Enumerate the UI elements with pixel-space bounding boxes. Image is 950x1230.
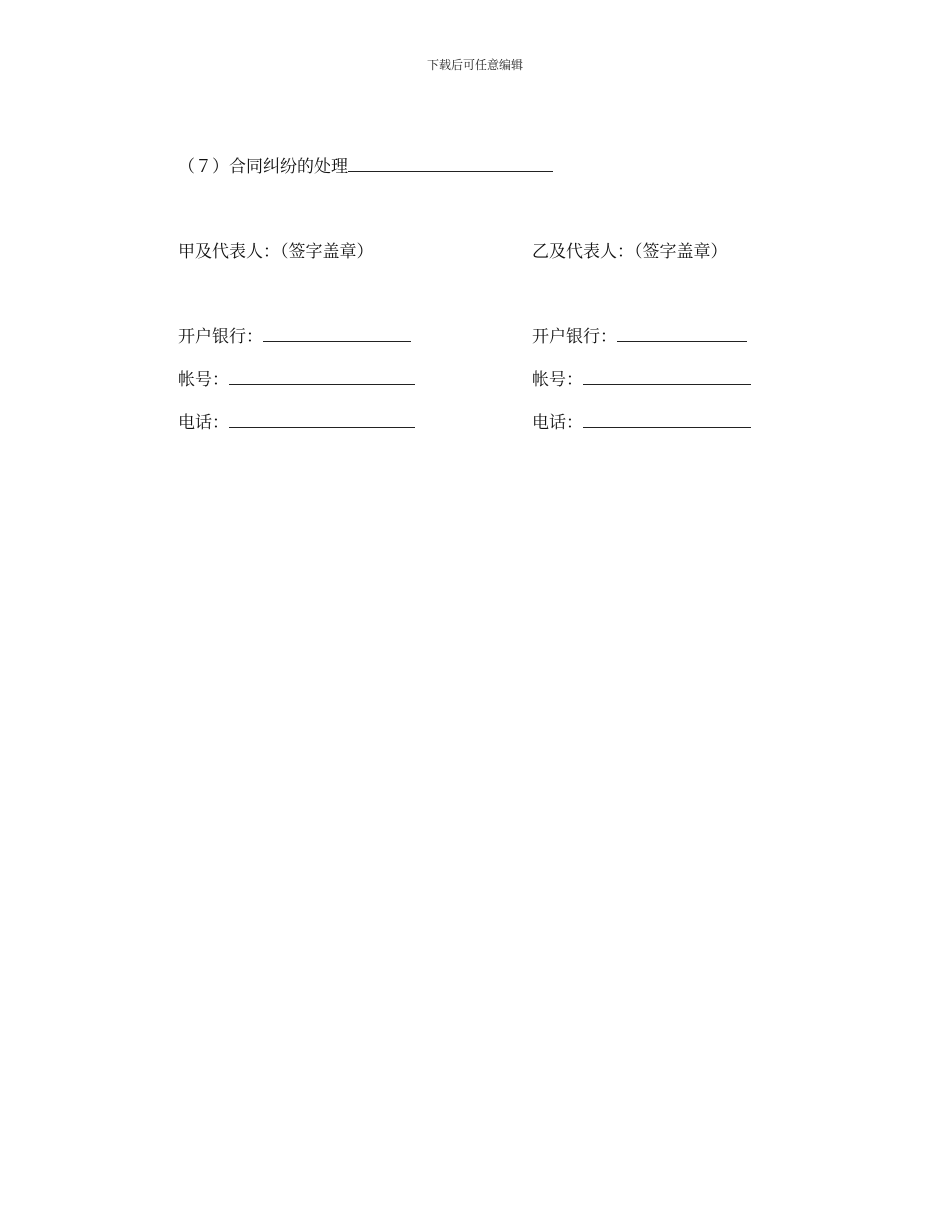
party-a-phone-field[interactable] bbox=[229, 412, 415, 428]
party-b-phone-row bbox=[532, 412, 751, 434]
party-a-bank-row bbox=[178, 326, 411, 348]
party-b-signature: 乙及代表人：（签字盖章） bbox=[532, 242, 728, 262]
party-a-account-row bbox=[178, 369, 415, 391]
party-a-account-field[interactable] bbox=[229, 369, 415, 385]
clause-label: （７）合同纠纷的处理 bbox=[178, 157, 348, 177]
party-b-phone-field[interactable] bbox=[583, 412, 751, 428]
party-b-bank-row bbox=[532, 326, 747, 348]
party-b-account-field[interactable] bbox=[583, 369, 751, 385]
party-a-phone-label: 电话： bbox=[178, 413, 229, 433]
clause-blank[interactable] bbox=[348, 156, 553, 172]
clause-7 bbox=[178, 156, 553, 178]
party-b-account-label: 帐号： bbox=[532, 370, 583, 390]
party-a-account-label: 帐号： bbox=[178, 370, 229, 390]
party-a-signature: 甲及代表人：（签字盖章） bbox=[178, 242, 374, 262]
party-a-bank-label: 开户银行： bbox=[178, 327, 263, 347]
party-a-phone-row bbox=[178, 412, 415, 434]
party-b-bank-field[interactable] bbox=[617, 326, 747, 342]
party-b-phone-label: 电话： bbox=[532, 413, 583, 433]
party-b-account-row bbox=[532, 369, 751, 391]
party-a-bank-field[interactable] bbox=[263, 326, 411, 342]
party-b-bank-label: 开户银行： bbox=[532, 327, 617, 347]
page-header: 下载后可任意编辑 bbox=[426, 58, 523, 72]
